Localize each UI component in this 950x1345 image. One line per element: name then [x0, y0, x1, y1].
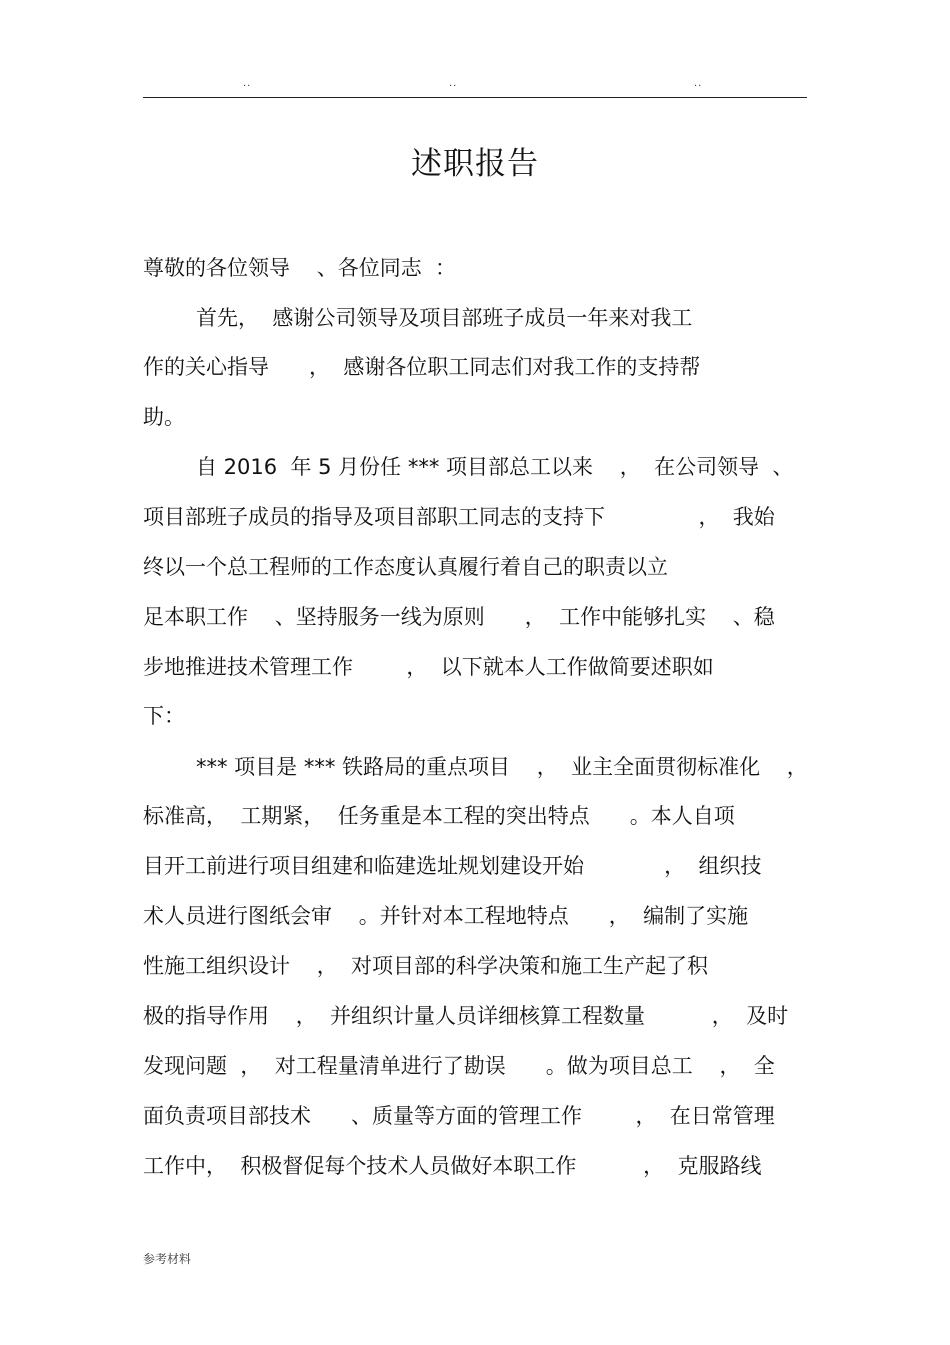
body-line: 发现问题 ， 对工程量清单进行了勘误 。做为项目总工 ， 全 — [143, 1054, 775, 1078]
body-line: 下： — [143, 704, 185, 728]
header-mark-right: .. — [694, 78, 703, 89]
body-line: 自 2016 年 5 月份任 *** 项目部总工以来 ， 在公司领导 、 — [196, 455, 794, 479]
body-line: 足本职工作 、坚持服务一线为原则 ， 工作中能够扎实 、稳 — [143, 605, 775, 629]
header-mark-center: .. — [449, 78, 458, 89]
body-line: 工作中， 积极督促每个技术人员做好本职工作 ， 克服路线 — [143, 1154, 762, 1178]
body-line: 尊敬的各位领导 、各位同志 ： — [143, 256, 457, 280]
body-line: 面负责项目部技术 、质量等方面的管理工作 ， 在日常管理 — [143, 1104, 775, 1128]
body-line: 首先， 感谢公司领导及项目部班子成员一年来对我工 — [196, 306, 693, 330]
body-line: 极的指导作用 ， 并组织计量人员详细核算工程数量 ， 及时 — [143, 1004, 789, 1028]
body-line: 步地推进技术管理工作 ， 以下就本人工作做简要述职如 — [143, 655, 714, 679]
body-line: 标准高， 工期紧， 任务重是本工程的突出特点 。本人自项 — [143, 804, 735, 828]
body-line: 性施工组织设计 ， 对项目部的科学决策和施工生产起了积 — [143, 954, 709, 978]
body-line: 目开工前进行项目组建和临建选址规划建设开始 ， 组织技 — [143, 854, 762, 878]
body-line: 终以一个总工程师的工作态度认真履行着自己的职责以立 — [143, 555, 668, 579]
header-mark-left: .. — [243, 78, 252, 89]
document-title: 述职报告 — [411, 146, 539, 182]
header-divider — [143, 97, 807, 98]
body-line: 项目部班子成员的指导及项目部职工同志的支持下 ， 我始 — [143, 505, 775, 529]
footer-note: 参考材料 — [143, 1252, 192, 1266]
body-line: 助。 — [143, 405, 185, 429]
body-line: 术人员进行图纸会审 。并针对本工程地特点 ， 编制了实施 — [143, 904, 749, 928]
body-line: 作的关心指导 ， 感谢各位职工同志们对我工作的支持帮 — [143, 355, 701, 379]
body-line: *** 项目是 *** 铁路局的重点项目 ， 业主全面贯彻标准化 ， — [196, 755, 808, 779]
